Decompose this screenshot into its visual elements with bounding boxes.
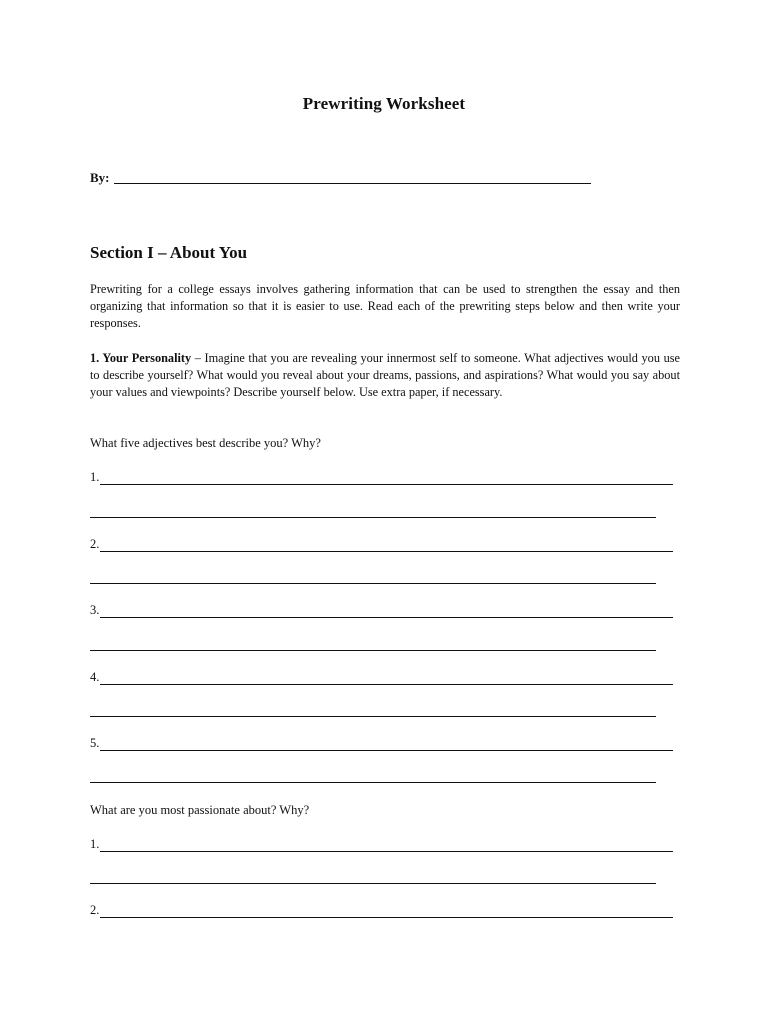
answer-continuation-line[interactable] <box>90 517 656 518</box>
answer-line[interactable] <box>90 537 673 552</box>
answer-underline[interactable] <box>100 604 673 618</box>
answer-continuation-line[interactable] <box>90 883 656 884</box>
answer-line[interactable] <box>90 603 673 618</box>
answer-underline[interactable] <box>100 838 673 852</box>
personality-paragraph <box>90 350 680 401</box>
personality-heading: 1. Your Personality <box>90 351 192 365</box>
author-field <box>90 170 591 186</box>
answer-number: 5. <box>90 736 100 750</box>
answer-number: 1. <box>90 837 100 851</box>
answer-continuation-line[interactable] <box>90 716 656 717</box>
answer-continuation-line[interactable] <box>90 583 656 584</box>
by-label: By: <box>90 170 110 185</box>
answer-line[interactable] <box>90 837 673 852</box>
page-title: Prewriting Worksheet <box>302 94 466 113</box>
answer-line[interactable] <box>90 903 673 918</box>
author-name-line[interactable] <box>114 170 591 184</box>
personality-text: – Imagine that you are revealing your innermost self to someone. What adjectives would you use to describe yourself? What would you reveal about your dreams, passions, and aspirations? What would you say about your values and viewpoints? Describe yourself below. Use extra paper, if necessary. <box>90 351 680 399</box>
answer-number: 1. <box>90 470 100 484</box>
answer-underline[interactable] <box>100 471 673 485</box>
intro-paragraph: Prewriting for a college essays involves gathering information that can be used to strengthen the essay and then organizing that information so that it is easier to use. Read each of the prewriting steps below and then write your responses. <box>90 282 680 330</box>
answer-line[interactable] <box>90 670 673 685</box>
question-passionate: What are you most passionate about? Why? <box>90 803 310 817</box>
answer-line[interactable] <box>90 470 673 485</box>
answer-underline[interactable] <box>100 737 673 751</box>
answer-number: 2. <box>90 903 100 917</box>
answer-underline[interactable] <box>100 671 673 685</box>
answer-underline[interactable] <box>100 904 673 918</box>
answer-continuation-line[interactable] <box>90 650 656 651</box>
question-adjectives: What five adjectives best describe you? Why? <box>90 436 321 450</box>
section-heading: Section I – About You <box>90 243 248 262</box>
answer-continuation-line[interactable] <box>90 782 656 783</box>
answer-line[interactable] <box>90 736 673 751</box>
answer-number: 4. <box>90 670 100 684</box>
answer-underline[interactable] <box>100 538 673 552</box>
answer-number: 2. <box>90 537 100 551</box>
answer-number: 3. <box>90 603 100 617</box>
